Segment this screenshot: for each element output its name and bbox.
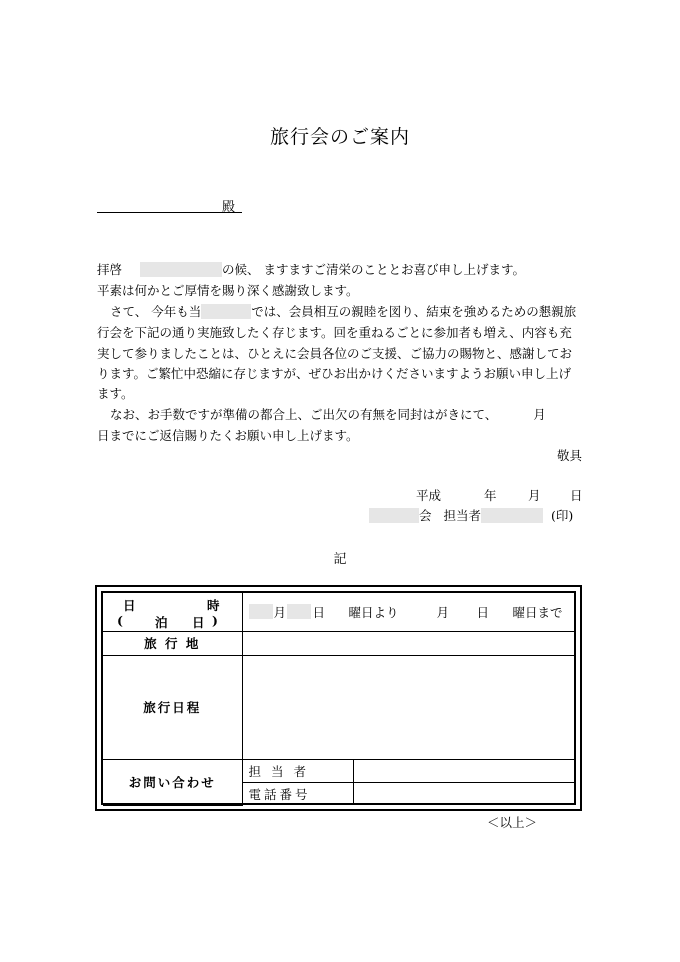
destination-value[interactable] bbox=[242, 631, 574, 655]
ki-heading: 記 bbox=[333, 552, 347, 567]
sender-line: 会 担当者 (印) bbox=[369, 506, 573, 524]
body-line-4: 行会を下記の通り実施致したく存じます。回を重ねるごとに参加者も増え、内容も充 bbox=[97, 325, 572, 340]
body-line-9: 日までにご返信賜りたくお願い申し上げます。 bbox=[97, 428, 359, 443]
datetime-label-cell: 日 時 ( 泊 日 ) bbox=[103, 593, 242, 631]
contact-person-label: 担 当 者 bbox=[242, 759, 353, 782]
schedule-value[interactable] bbox=[242, 655, 574, 759]
addressee-honorific: 殿 bbox=[222, 200, 236, 215]
month1-blank bbox=[249, 604, 273, 619]
seal-mark: (印) bbox=[551, 508, 574, 523]
row-contact-person bbox=[103, 759, 574, 782]
addressee-name-line bbox=[97, 212, 242, 213]
date-era: 平成 bbox=[416, 488, 442, 503]
body-line-2: 平素は何かとご厚情を賜り深く感謝致します。 bbox=[97, 283, 359, 298]
body-line-6: ります。ご繁忙中恐縮に存じますが、ぜひお出かけくださいますようお願い申し上げ bbox=[97, 366, 572, 381]
contact-phone-value[interactable] bbox=[353, 782, 574, 805]
document-title: 旅行会のご案内 bbox=[269, 126, 410, 148]
details-table-frame bbox=[95, 585, 582, 811]
contact-label: お問い合わせ bbox=[103, 759, 242, 805]
day1-blank bbox=[287, 604, 311, 619]
date-year: 年 bbox=[484, 488, 497, 503]
row-destination bbox=[103, 631, 574, 655]
season-blank bbox=[140, 262, 222, 277]
haikei: 拝啓 bbox=[97, 262, 123, 277]
body-line-1: 拝啓 の候、 ますますご清栄のこととお喜び申し上げます。 bbox=[97, 262, 525, 277]
closing-mark: ＜以上＞ bbox=[487, 815, 538, 830]
destination-label: 旅 行 地 bbox=[103, 631, 242, 655]
contact-person-value[interactable] bbox=[353, 759, 574, 782]
keigu: 敬具 bbox=[557, 448, 583, 463]
date-month: 月 bbox=[528, 488, 541, 503]
association-blank bbox=[369, 508, 419, 523]
body-line-5: 実して参りましたことは、ひとえに会員各位のご支援、ご協力の賜物と、感謝してお bbox=[97, 346, 573, 361]
row-datetime bbox=[103, 593, 574, 631]
schedule-label: 旅行日程 bbox=[103, 655, 242, 759]
person-blank bbox=[481, 508, 543, 523]
organization-blank bbox=[201, 304, 251, 319]
body-line-7: ます。 bbox=[97, 386, 134, 401]
body-line-3: さて、 今年も当 では、会員相互の親睦を図り、結束を強めるための懇親旅 bbox=[110, 304, 577, 319]
datetime-value-cell[interactable]: 月 日 曜日より 月 日 曜日まで bbox=[242, 593, 574, 631]
contact-phone-label: 電話番号 bbox=[242, 782, 353, 805]
details-table-inner-frame bbox=[101, 591, 576, 805]
details-table bbox=[103, 593, 574, 806]
body-line-8: なお、お手数ですが準備の都合上、ご出欠の有無を同封はがきにて、 月 bbox=[110, 407, 546, 422]
row-schedule bbox=[103, 655, 574, 759]
date-day: 日 bbox=[570, 488, 583, 503]
